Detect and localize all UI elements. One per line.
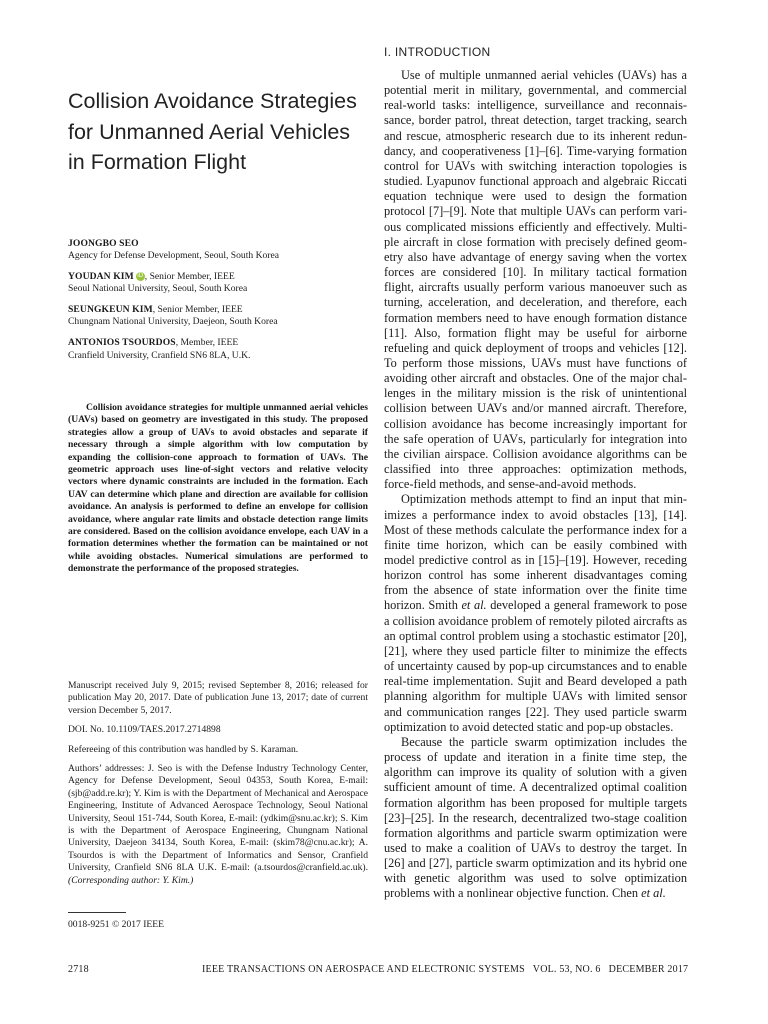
author-affiliation: Agency for Defense Development, Seoul, South Korea xyxy=(68,250,280,262)
author-name: SEUNGKEUN KIM xyxy=(68,304,153,316)
body-text xyxy=(384,68,687,902)
author-name: YOUDAN KIM xyxy=(68,271,134,283)
issn-copyright: 0018-9251 © 2017 IEEE xyxy=(68,919,165,930)
author-block xyxy=(68,271,368,296)
abstract: Collision avoidance strategies for multiple unmanned aerial vehicles (UAVs) based on geometry are investigated in this study. The proposed strategies allow a group of UAVs to avoid obstacles and separate if necessary through a simple algorithm with low computation by expanding the collision-cone approach to formation of UAVs. The geometric approach uses line-of-sight vectors and relative velocity vectors where dynamic constraints are included in the formation. Each UAV can determine which plane and direction are available for collision avoidance. An analysis is performed to define an envelope for collision avoidance, where angular rate limits and obstacle detection range limits are considered. Based on the collision avoidance envelope, each UAV in a formation determines whether the formation can be maintained or not while avoiding obstacles. Numerical simulations are performed to demonstrate the performance of the proposed strategies. xyxy=(68,402,368,575)
author-affiliation: Chungnam National University, Daejeon, South Korea xyxy=(68,316,278,328)
author-list xyxy=(68,238,368,370)
author-block xyxy=(68,304,368,329)
addresses-text: Authors’ addresses: J. Seo is with the Defense Industry Technology Center, Agency for Defense Development, Seoul 04353, South Korea, E-mail: (sjb@add.re.kr); Y. Kim is with the Department of Mechanical and Aerospace Engineering, Institute of Advanced Aerospace Technology, Seoul National University, Seoul 151-744, South Korea, E-mail: (ydkim@snu.ac.kr); S. Kim is with the Department of Aerospace Engineering, Chungnam National University, Daejeon 34134, South Korea, E-mail: (skim78@cnu.ac.kr); A. Tsourdos is with the Department of Informatics and Sensor, Cranfield University, Cranfield SN6 8LA U.K. E-mail: (a.tsourdos@cranfield.ac.uk). xyxy=(68,763,368,874)
author-affiliation: Cranfield University, Cranfield SN6 8LA, U.K. xyxy=(68,349,251,361)
author-name: JOONGBO SEO xyxy=(68,238,139,249)
author-affiliation: Seoul National University, Seoul, South Korea xyxy=(68,283,248,295)
paragraph-text: developed a general framework to pose a collision avoidance problem of remotely piloted aircrafts as an optimal control problem using a stochastic estimator [20], [21], where they used particle filter to minimize the effects of uncertainty caused by pop-up circumstances and to enable real-time implementation. Sujit and Beard developed a path planning algorithm for multiple UAVs with limited sensor and communication ranges [22]. They used particle swarm optimization to avoid detected static and pop-up obstacles. xyxy=(384,598,688,734)
orcid-icon[interactable]: iD xyxy=(137,273,144,280)
italic-text: et al. xyxy=(641,886,666,901)
refereeing-note: Refereeing of this contribution was handled by S. Karaman. xyxy=(68,743,299,755)
corresponding-author: (Corresponding author: Y. Kim.) xyxy=(68,874,194,886)
author-membership: , Member, IEEE xyxy=(175,337,239,349)
journal-footer: IEEE TRANSACTIONS ON AEROSPACE AND ELECTRONIC SYSTEMS VOL. 53, NO. 6 DECEMBER 2017 xyxy=(202,964,689,975)
paper-title: Collision Avoidance Strategies for Unmanned Aerial Vehicles in Formation Flight xyxy=(68,89,357,174)
footnote-rule xyxy=(68,912,126,913)
paragraph xyxy=(384,735,687,902)
section-heading: I. INTRODUCTION xyxy=(384,45,491,59)
page-number: 2718 xyxy=(68,964,89,975)
manuscript-note: Manuscript received July 9, 2015; revised September 8, 2016; released for publication May 20, 2017. Date of publication June 13, 2017; date of current version December 5, 2017. xyxy=(68,680,368,716)
author-block xyxy=(68,238,368,263)
italic-text: et al. xyxy=(461,598,487,613)
author-block xyxy=(68,337,368,362)
author-addresses xyxy=(68,763,368,887)
author-membership: , Senior Member, IEEE xyxy=(144,271,235,283)
paragraph xyxy=(384,492,687,735)
paragraph: Use of multiple unmanned aerial vehicles (UAVs) has a potential merit in military, governmental, and commercial real-world tasks: intelligence, surveillance and reconnaissance, border patrol, threat detection, target tracking, search and rescue, atmospheric research due to its inherent redundancy, and cooperativeness [1]–[6]. Time-varying formation control for UAVs with switching interaction topologies is studied. Lyapunov functional approach and algebraic Riccati equation technique were used to design the formation protocol [7]–[9]. Note that multiple UAVs can perform various complicated missions efficiently and effectively. Multiple aircraft in close formation with precisely defined geometry also have advantage of energy saving when the vortex forces are considered [10]. In military tactical formation flight, aircrafts usually perform various manoeuver such as turning, acceleration, and deceleration, and therefore, each formation members need to have enough formation distance [11]. Also, formation flight may be useful for airborne refueling and quick deployment of troops and vehicles [12]. To perform those missions, UAVs must have functions of avoiding other aircraft and obstacles. One of the major challenges in the military mission is the risk of unintentional collision between UAVs and/or manned aircraft. Therefore, collision avoidance has become increasingly important for the safe operation of UAVs, particularly for integration into the civilian airspace. Collision avoidance algorithms can be classified into three approaches: optimization methods, force-field methods, and sense-and-avoid methods. xyxy=(384,68,687,492)
paragraph-text: Because the particle swarm optimization includes the process of update and iteration in a finite time step, the algorithm can improve its quality of solution with a given sufficient amount of time. A decentralized optimal coalition formation algorithm has been proposed for multiple targets [23]–[25]. In the research, decentralized two-stage coalition formation algorithms and particle swarm optimization were used to make a coalition of UAVs to destroy the target. In [26] and [27], particle swarm optimization and its hybrid one with genetic algorithm was used to solve optimization problems with a nonlinear objective function. Chen xyxy=(384,734,687,901)
author-name: ANTONIOS TSOURDOS xyxy=(68,337,176,349)
doi: DOI. No. 10.1109/TAES.2017.2714898 xyxy=(68,724,221,736)
front-matter-notes xyxy=(68,680,368,894)
paragraph-text: Optimization methods attempt to find an input that minimizes a performance index to avoid obstacles [13], [14]. Most of these methods calculate the performance index for a finite time horizon, which can be easily combined with model predictive control as in [15]–[19]. However, receding horizon control has some inherent disadvantages coming from the absence of state information over the finite time horizon. Smith xyxy=(384,492,687,613)
author-membership: , Senior Member, IEEE xyxy=(152,304,243,316)
